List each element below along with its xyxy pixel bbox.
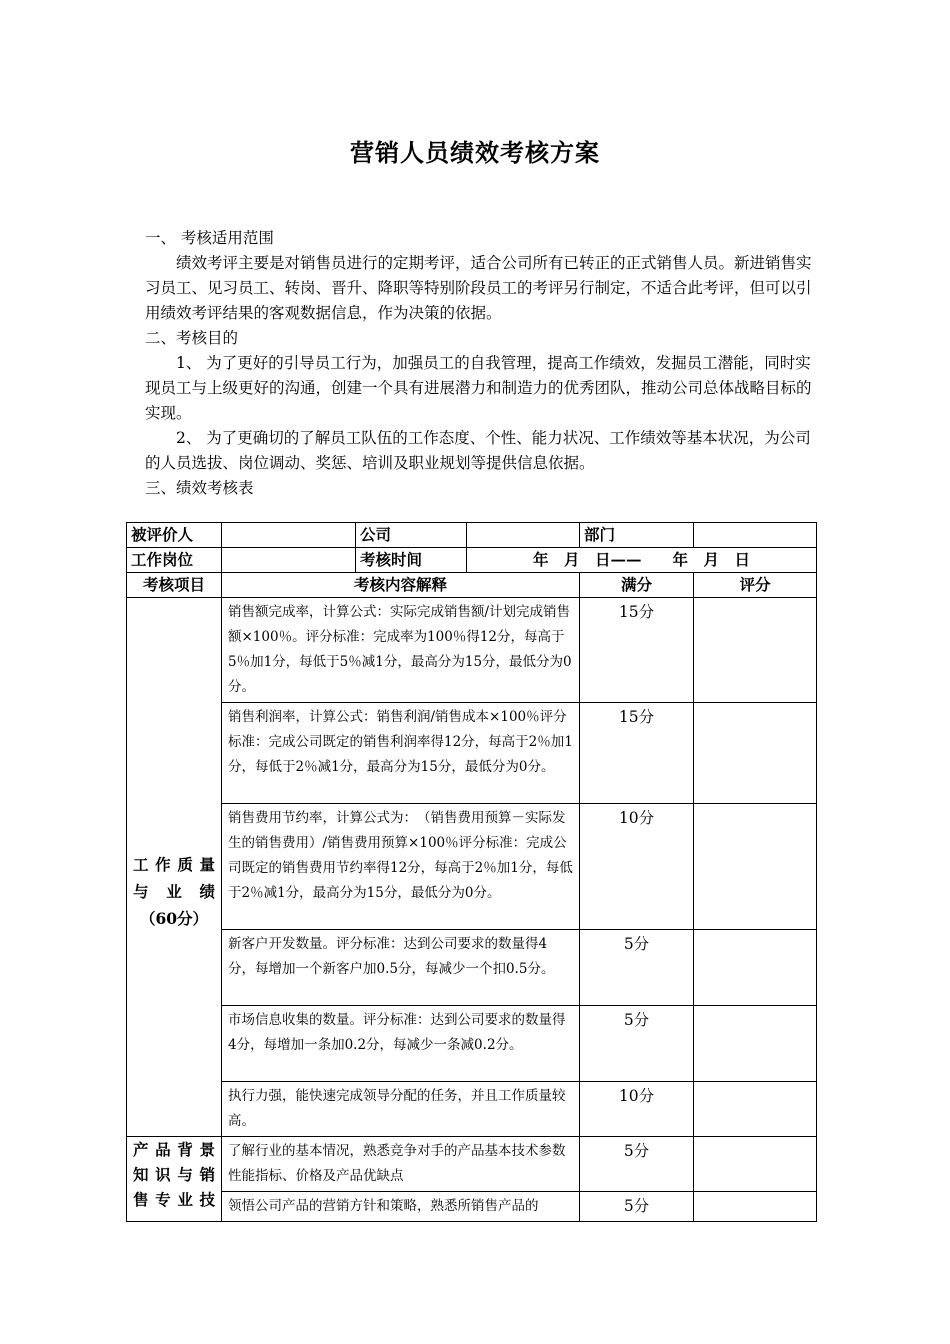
period-value[interactable]: 年 月 日—— 年 月 日 <box>467 548 817 573</box>
category-cell <box>127 1137 222 1222</box>
score-field[interactable] <box>694 703 817 804</box>
category-line: 知识与销 <box>133 1165 215 1184</box>
full-score: 10分 <box>580 1082 694 1137</box>
department-field[interactable] <box>694 523 817 548</box>
score-field[interactable] <box>694 930 817 1006</box>
criteria-content: 市场信息收集的数量。评分标准：达到公司要求的数量得4分，每增加一条加0.2分，每减少一条减0.2分。 <box>222 1006 580 1082</box>
section-1-paragraph: 绩效考评主要是对销售员进行的定期考评，适合公司所有已转正的正式销售人员。新进销售实习员工、见习员工、转岗、晋升、降职等特别阶段员工的考评另行制定，不适合此考评，但可以引用绩效考评结果的客观数据信息，作为决策的依据。 <box>145 254 812 322</box>
position-label: 工作岗位 <box>127 548 222 573</box>
section-2-item-2: 2、 为了更确切的了解员工队伍的工作态度、个性、能力状况、工作绩效等基本状况，为公司的人员选拔、岗位调动、奖惩、培训及职业规划等提供信息依据。 <box>145 429 811 472</box>
score-field[interactable] <box>694 598 817 703</box>
evaluee-field[interactable] <box>222 523 356 548</box>
full-score: 10分 <box>580 804 694 930</box>
score-field[interactable] <box>694 1192 817 1222</box>
criteria-content: 新客户开发数量。评分标准：达到公司要求的数量得4分，每增加一个新客户加0.5分，每减少一个扣0.5分。 <box>222 930 580 1006</box>
category-cell <box>127 598 222 1137</box>
company-field[interactable] <box>467 523 580 548</box>
table-row <box>127 548 817 573</box>
criteria-content: 执行力强，能快速完成领导分配的任务，并且工作质量较高。 <box>222 1082 580 1137</box>
score-field[interactable] <box>694 1006 817 1082</box>
category-line: 与业绩 <box>133 881 215 901</box>
section-2-heading: 二、考核目的 <box>145 329 239 347</box>
document-body <box>145 226 815 501</box>
section-3-heading: 三、绩效考核表 <box>145 479 254 497</box>
criteria-content: 销售费用节约率，计算公式为： （销售费用预算－实际发生的销售费用）/销售费用预算×100％评分标准：完成公司既定的销售费用节约率得12分，每高于2％加1分，每低于2％减1分，最高分为15分，最低分为0分。 <box>222 804 580 930</box>
company-label: 公司 <box>356 523 467 548</box>
column-header-full-score: 满分 <box>580 573 694 598</box>
full-score: 15分 <box>580 598 694 703</box>
table-row <box>127 703 817 804</box>
table-row <box>127 523 817 548</box>
table-row <box>127 1137 817 1192</box>
table-row <box>127 1082 817 1137</box>
page-title: 营销人员绩效考核方案 <box>350 138 600 167</box>
section-2-item-1: 1、 为了更好的引导员工行为，加强员工的自我管理，提高工作绩效，发掘员工潜能，同时实现员工与上级更好的沟通，创建一个具有进展潜力和制造力的优秀团队，推动公司总体战略目标的实现。 <box>145 354 812 422</box>
full-score: 15分 <box>580 703 694 804</box>
section-1-heading: 一、 考核适用范围 <box>145 229 274 247</box>
table-row <box>127 1192 817 1222</box>
evaluee-label: 被评价人 <box>127 523 222 548</box>
category-line: 产品背景 <box>133 1140 215 1159</box>
period-label: 考核时间 <box>356 548 467 573</box>
position-field[interactable] <box>222 548 356 573</box>
full-score: 5分 <box>580 1137 694 1192</box>
criteria-content: 销售利润率，计算公式：销售利润/销售成本×100％评分标准：完成公司既定的销售利润率得12分，每高于2％加1分，每低于2％减1分，最高分为15分，最低分为0分。 <box>222 703 580 804</box>
table-row <box>127 598 817 703</box>
full-score: 5分 <box>580 930 694 1006</box>
category-line: （60分） <box>139 908 209 928</box>
column-header-item: 考核项目 <box>127 573 222 598</box>
evaluation-table <box>126 522 817 1222</box>
table-header-row <box>127 573 817 598</box>
department-label: 部门 <box>580 523 694 548</box>
column-header-score: 评分 <box>694 573 817 598</box>
criteria-content: 领悟公司产品的营销方针和策略，熟悉所销售产品的 <box>222 1192 580 1222</box>
score-field[interactable] <box>694 1137 817 1192</box>
full-score: 5分 <box>580 1192 694 1222</box>
score-field[interactable] <box>694 804 817 930</box>
category-line: 售专业技 <box>133 1190 215 1209</box>
criteria-content: 了解行业的基本情况，熟悉竞争对手的产品基本技术参数性能指标、价格及产品优缺点 <box>222 1137 580 1192</box>
table-row <box>127 930 817 1006</box>
criteria-content: 销售额完成率，计算公式：实际完成销售额/计划完成销售额×100％。评分标准：完成率为100％得12分，每高于5％加1分，每低于5％减1分，最高分为15分，最低分为0分。 <box>222 598 580 703</box>
score-field[interactable] <box>694 1082 817 1137</box>
table-row <box>127 804 817 930</box>
full-score: 5分 <box>580 1006 694 1082</box>
column-header-content: 考核内容解释 <box>222 573 580 598</box>
category-line: 工作质量 <box>133 854 215 874</box>
table-row <box>127 1006 817 1082</box>
